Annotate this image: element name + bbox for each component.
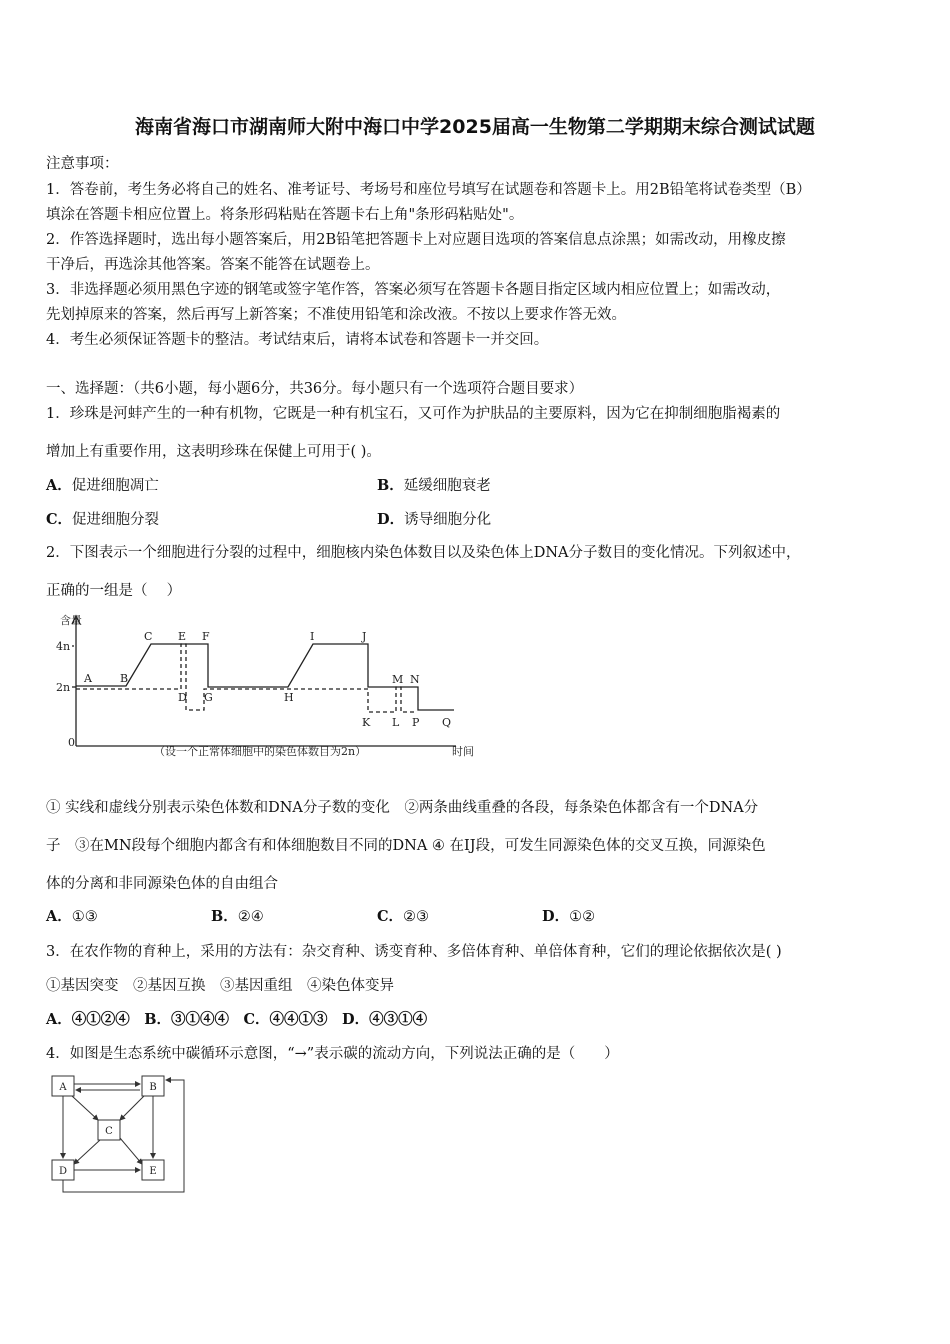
q4-stem: 4．如图是生态系统中碳循环示意图，“→”表示碳的流动方向，下列说法正确的是（ ） [46,1046,619,1062]
section-heading: 一、选择题：（共6小题，每小题6分，共36分。每小题只有一个选项符合题目要求） [46,381,584,397]
notice-line: 2．作答选择题时，选出每小题答案后，用2B铅笔把答题卡上对应题目选项的答案信息点涂黑；如需改动，用橡皮擦 [46,232,786,248]
notice-line: 4．考生必须保证答题卡的整洁。考试结束后，请将本试卷和答题卡一并交回。 [46,332,549,348]
point-label: A [84,672,92,685]
q2-option-d: D．①② [542,908,596,925]
node-a: A [59,1082,67,1093]
notice-line: 1．答卷前，考生务必将自己的姓名、准考证号、考场号和座位号填写在试题卷和答题卡上。用2B铅笔将试卷类型（B） [46,182,811,198]
q3-options: A．④①②④ B．③①④④ C．④④①③ D．④③①④ [46,1011,428,1028]
node-e: E [149,1166,157,1177]
origin-label: 0 [68,736,75,749]
notice-line: 干净后，再选涂其他答案。答案不能答在试题卷上。 [46,257,380,273]
point-label: P [412,716,420,729]
node-d: D [58,1166,68,1177]
y-axis-label: 含量 [60,614,82,627]
point-label: L [392,716,400,729]
q2-statement: ① 实线和虚线分别表示染色体数和DNA分子数的变化 ②两条曲线重叠的各段，每条染色体都含有一个DNA分 [46,800,759,816]
notice-line: 先划掉原来的答案，然后再写上新答案；不准使用铅笔和涂改液。不按以上要求作答无效。 [46,307,626,323]
q2-option-c: C．②③ [377,908,430,925]
q2-option-a: A．①③ [46,908,98,925]
q3-stem: 3．在农作物的育种上，采用的方法有：杂交育种、诱变育种、多倍体育种、单倍体育种，它们的理论依据依次是( ) [46,944,782,960]
notice-heading: 注意事项： [46,156,119,172]
point-label: B [120,672,129,685]
node-b: B [149,1082,157,1093]
notice-line: 填涂在答题卡相应位置上。将条形码粘贴在答题卡右上角"条形码粘贴处"。 [46,207,524,223]
point-label: J [362,630,367,643]
chromosome-dna-graph [56,610,486,765]
point-label: I [310,630,315,643]
q2-statement: 体的分离和非同源染色体的自由组合 [46,876,278,892]
point-label: F [202,630,210,643]
q2-stem: 2．下图表示一个细胞进行分裂的过程中，细胞核内染色体数目以及染色体上DNA分子数目的变化情况。下列叙述中， [46,545,801,561]
q1-option-d: D．诱导细胞分化 [377,511,492,528]
x-axis-label: 时间 [452,745,474,758]
point-label: K [362,716,371,729]
notice-line: 3．非选择题必须用黑色字迹的钢笔或签字笔作答，答案必须写在答题卡各题目指定区域内相应位置上；如需改动， [46,282,781,298]
point-label: M [392,673,404,686]
graph-caption: （设一个正常体细胞中的染色体数目为2n） [154,745,367,758]
q1-stem: 1．珍珠是河蚌产生的一种有机物，它既是一种有机宝石，又可作为护肤品的主要原料，因为它在抑制细胞脂褐素的 [46,406,781,422]
point-label: N [410,673,420,686]
point-label: C [144,630,153,643]
y-tick-4n: 4n [56,640,71,653]
q1-option-c: C．促进细胞分裂 [46,511,160,528]
q1-stem: 增加上有重要作用，这表明珍珠在保健上可用于( )。 [46,444,381,460]
q2-statement: 子 ③在MN段每个细胞内都含有和体细胞数目不同的DNA ④ 在IJ段，可发生同源染色体的交叉互换，同源染色 [46,838,766,854]
q3-choices: ①基因突变 ②基因互换 ③基因重组 ④染色体变异 [46,978,394,994]
point-label: D [178,691,187,704]
point-label: G [204,691,213,704]
point-label: Q [442,716,452,729]
q1-option-b: B．延缓细胞衰老 [377,477,491,494]
point-label: H [284,691,294,704]
carbon-cycle-diagram [44,1070,194,1198]
point-label: E [178,630,187,643]
exam-title: 海南省海口市湖南师大附中海口中学2025届高一生物第二学期期末综合测试试题 [135,116,815,138]
q2-option-b: B．②④ [211,908,264,925]
node-c: C [105,1126,113,1137]
y-tick-2n: 2n [56,681,71,694]
q2-stem: 正确的一组是（ ） [46,583,182,599]
q1-option-a: A．促进细胞凋亡 [46,477,159,494]
